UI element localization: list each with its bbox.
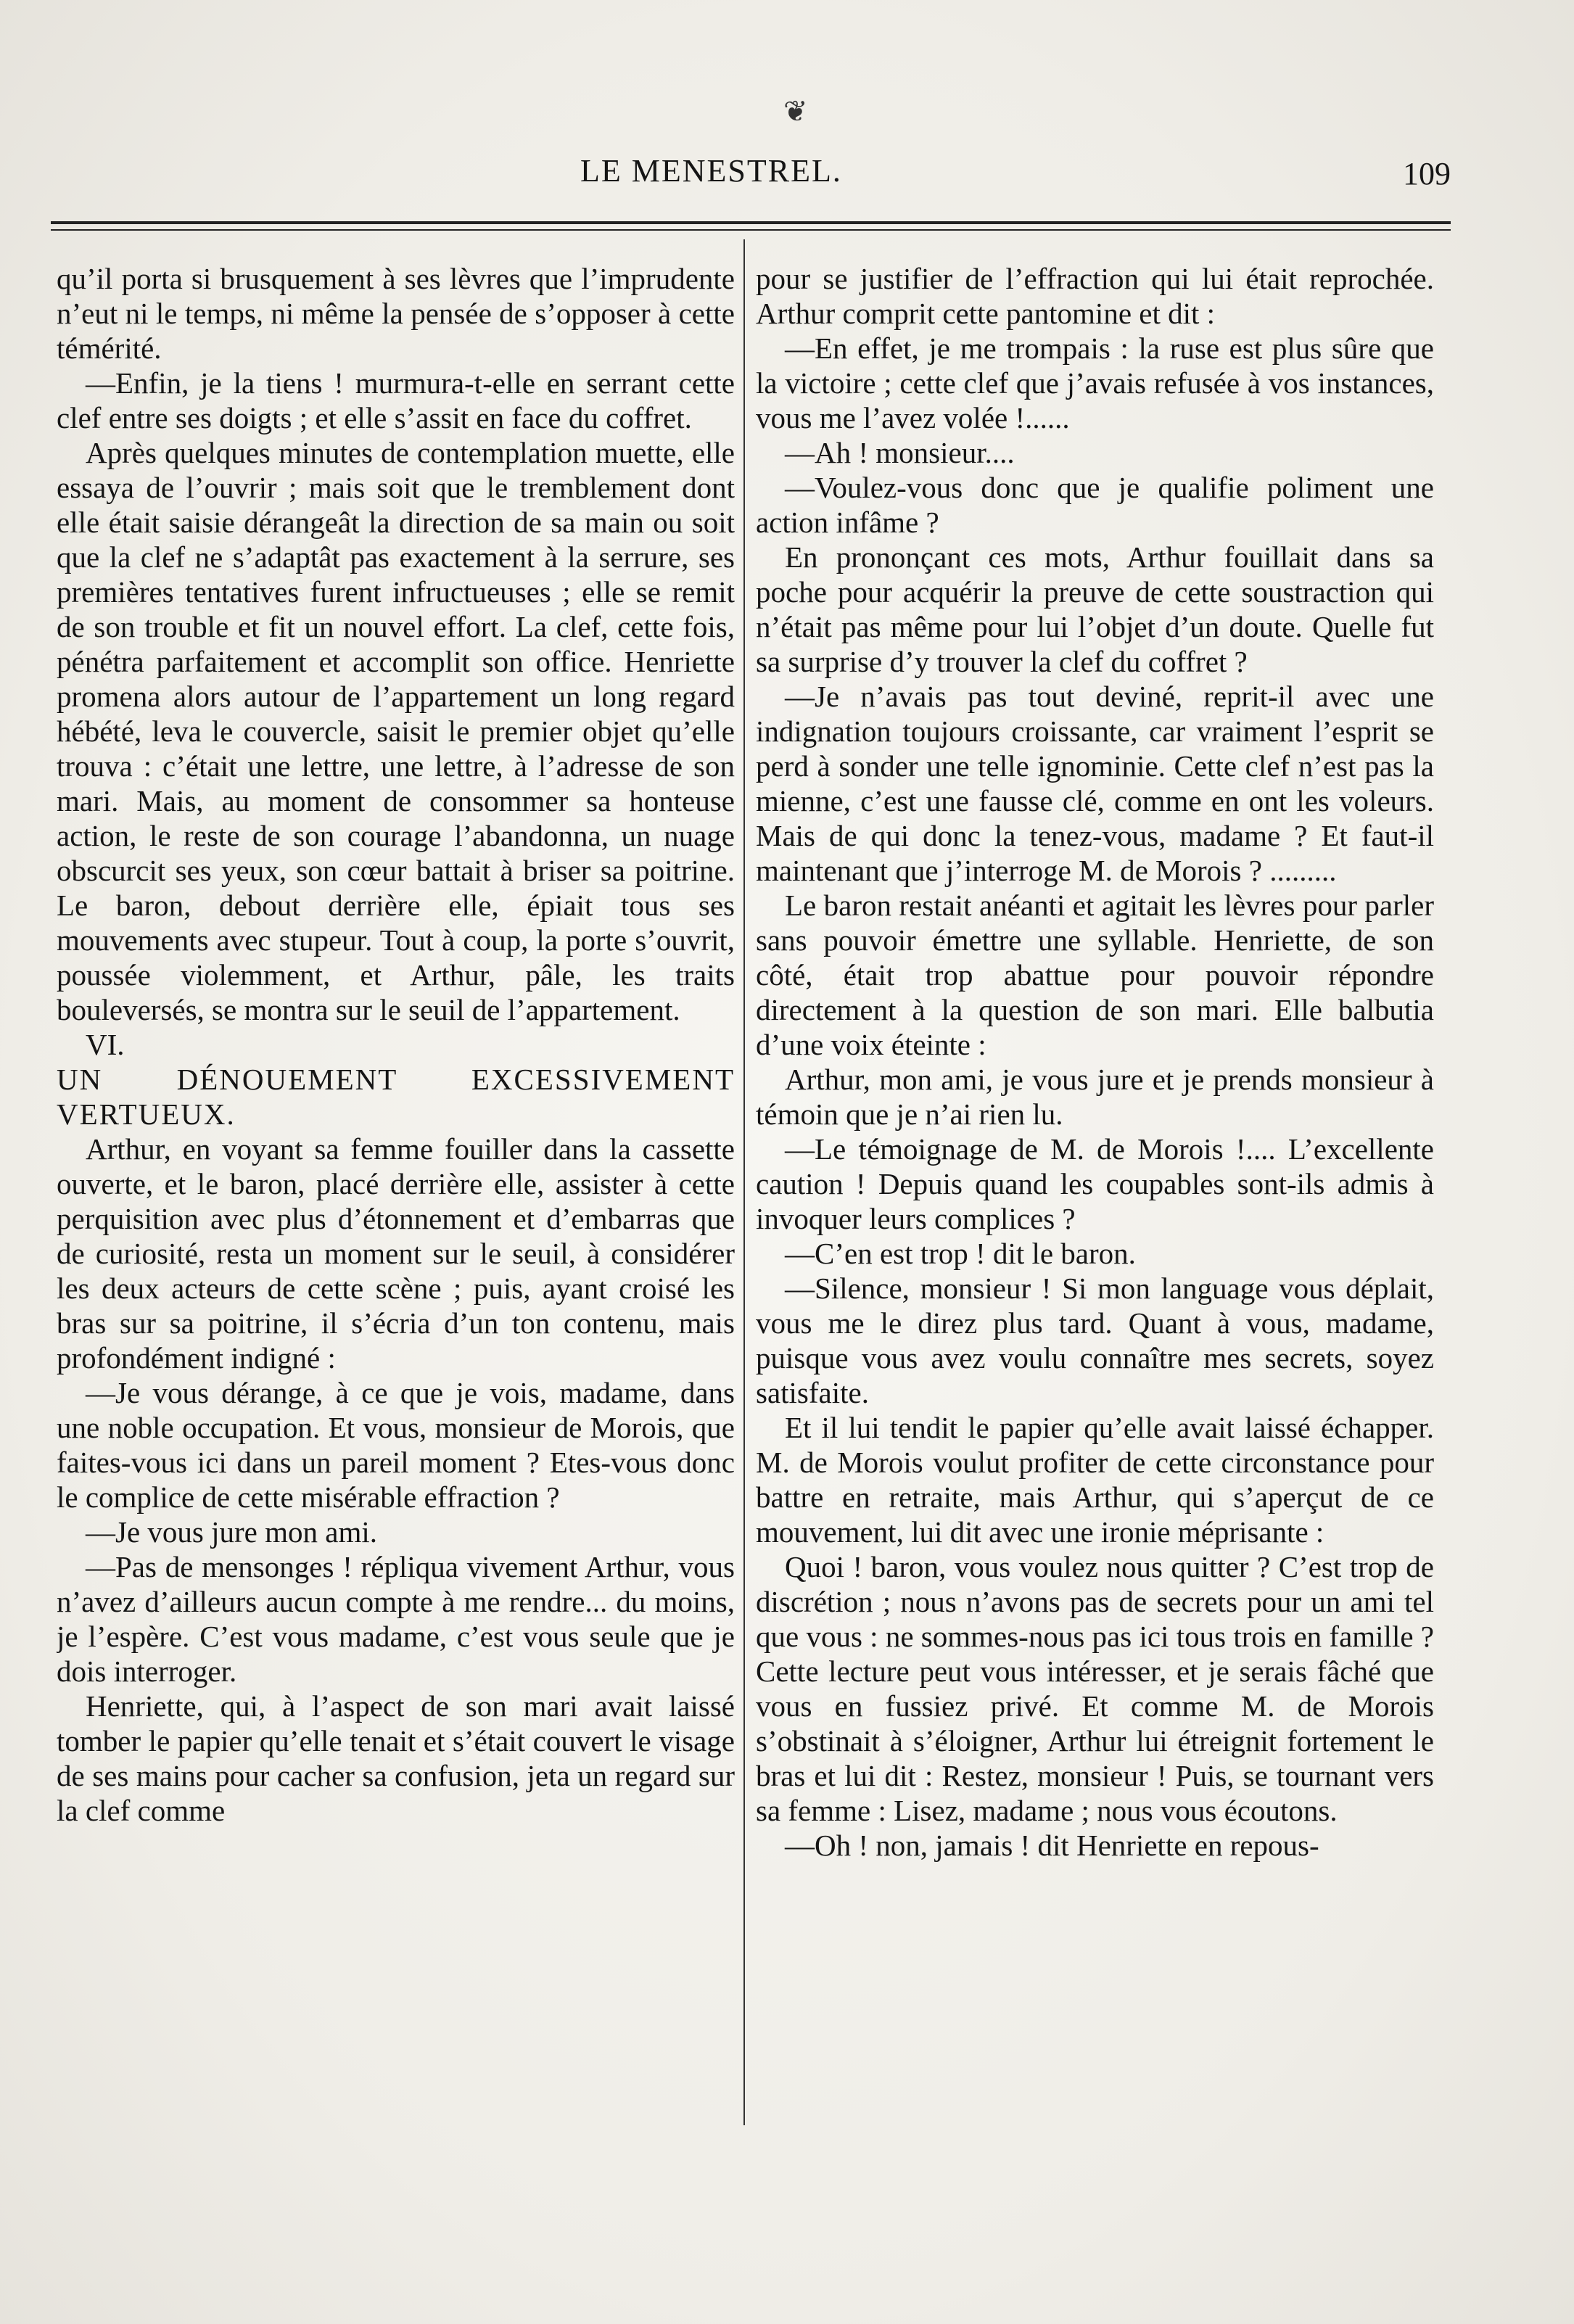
- right-column: [756, 261, 1434, 2103]
- section-number: VI.: [86, 1028, 125, 1061]
- paragraph: —Le témoignage de M. de Morois !.... L’excellente caution ! Depuis quand les coupables sont-ils admis à invoquer leurs complices ?: [756, 1132, 1434, 1235]
- left-column: [57, 261, 735, 2103]
- paragraph: Henriette, qui, à l’aspect de son mari avait laissé tomber le papier qu’elle tenait et s’était couvert le visage de ses mains pour cacher sa confusion, jeta un regard sur la clef comme: [57, 1689, 735, 1827]
- paragraph: —Oh ! non, jamais ! dit Henriette en repous-: [785, 1829, 1319, 1862]
- paragraph: —Voulez-vous donc que je qualifie poliment une action infâme ?: [756, 471, 1434, 539]
- paragraph: En prononçant ces mots, Arthur fouillait dans sa poche pour acquérir la preuve de cette soustraction qui n’était pas même pour lui l’objet d’un doute. Quelle fut sa surprise d’y trouver la clef du coffret ?: [756, 540, 1434, 678]
- paragraph: Et il lui tendit le papier qu’elle avait laissé échapper. M. de Morois voulut profiter de cette circonstance pour battre en retraite, mais Arthur, qui s’aperçut de ce mouvement, lui dit avec une ironie méprisante :: [756, 1411, 1434, 1549]
- page-header: [0, 145, 1574, 196]
- paragraph: —En effet, je me trompais : la ruse est plus sûre que la victoire ; cette clef que j’avais refusée à vos instances, vous me l’avez volée !......: [756, 331, 1434, 434]
- paragraph: —Je n’avais pas tout deviné, reprit-il avec une indignation toujours croissante, car vraiment l’esprit se perd à sonder une telle ignominie. Cette clef n’est pas la mienne, c’est une fausse clé, comme en ont les voleurs. Mais de qui donc la tenez-vous, madame ? Et faut-il maintenant que j’interroge M. de Morois ? .........: [756, 680, 1434, 887]
- journal-title: LE MENESTREL.: [580, 153, 842, 189]
- paragraph: —Je vous jure mon ami.: [86, 1515, 377, 1549]
- header-ornament: ❦: [783, 95, 808, 128]
- paragraph: Le baron restait anéanti et agitait les lèvres pour parler sans pouvoir émettre une syllable. Henriette, de son côté, était trop abattue pour pouvoir répondre directement à la question de son mari. Elle balbutia d’une voix éteinte :: [756, 889, 1434, 1061]
- paragraph: Arthur, en voyant sa femme fouiller dans la cassette ouverte, et le baron, placé derrière elle, assister à cette perquisition avec plus d’étonnement et d’embarras que de curiosité, resta un moment sur le seuil, à considérer les deux acteurs de cette scène ; puis, ayant croisé les bras sur sa poitrine, il s’écria d’un ton contenu, mais profondément indigné :: [57, 1132, 735, 1375]
- header-rule-thick: [51, 221, 1451, 224]
- paragraph: Après quelques minutes de contemplation muette, elle essaya de l’ouvrir ; mais soit que le tremblement dont elle était saisie dérangeât la direction de sa main ou soit que la clef ne s’adaptât pas exactement à la serrure, ses premières tentatives furent infructueuses ; elle se remit de son trouble et fit un nouvel effort. La clef, cette fois, pénétra parfaitement et accomplit son office. Henriette promena alors autour de l’appartement un long regard hébété, leva le couvercle, saisit le premier objet qu’elle trouva : c’était une lettre, une lettre, à l’adresse de son mari. Mais, au moment de consommer sa honteuse action, le reste de son courage l’abandonna, un nuage obscurcit ses yeux, son cœur battait à briser sa poitrine. Le baron, debout derrière elle, épiait tous ses mouvements avec stupeur. Tout à coup, la porte s’ouvrit, poussée violemment, et Arthur, pâle, les traits bouleversés, se montra sur le seuil de l’appartement.: [57, 436, 735, 1026]
- paragraph: —Ah ! monsieur....: [785, 436, 1015, 469]
- paragraph: Quoi ! baron, vous voulez nous quitter ? C’est trop de discrétion ; nous n’avons pas de secrets pour un ami tel que vous : ne sommes-nous pas ici tous trois en famille ? Cette lecture peut vous intéresser, et je serais fâché que vous en fussiez privé. Et comme M. de Morois s’obstinait à s’éloigner, Arthur lui étreignit fortement le bras et lui dit : Restez, monsieur ! Puis, se tournant vers sa femme : Lisez, madame ; nous vous écoutons.: [756, 1550, 1434, 1827]
- header-rule-thin: [51, 229, 1451, 231]
- paragraph: qu’il porta si brusquement à ses lèvres que l’imprudente n’eut ni le temps, ni même la pensée de s’opposer à cette témérité.: [57, 262, 735, 365]
- section-title: UN DÉNOUEMENT EXCESSIVEMENT VERTUEUX.: [57, 1063, 735, 1131]
- page-number: 109: [1403, 156, 1451, 191]
- paragraph: pour se justifier de l’effraction qui lui était reprochée. Arthur comprit cette pantomine et dit :: [756, 262, 1434, 330]
- paragraph: Arthur, mon ami, je vous jure et je prends monsieur à témoin que je n’ai rien lu.: [756, 1063, 1434, 1131]
- paragraph: —Pas de mensonges ! répliqua vivement Arthur, vous n’avez d’ailleurs aucun compte à me rendre... du moins, je l’espère. C’est vous madame, c’est vous seule que je dois interroger.: [57, 1550, 735, 1688]
- paragraph: —Silence, monsieur ! Si mon language vous déplait, vous me le direz plus tard. Quant à vous, madame, puisque vous avez voulu connaître mes secrets, soyez satisfaite.: [756, 1272, 1434, 1409]
- paragraph: —Enfin, je la tiens ! murmura-t-elle en serrant cette clef entre ses doigts ; et elle s’assit en face du coffret.: [57, 366, 735, 434]
- column-divider: [743, 239, 745, 2125]
- paragraph: —C’en est trop ! dit le baron.: [785, 1237, 1136, 1270]
- paragraph: —Je vous dérange, à ce que je vois, madame, dans une noble occupation. Et vous, monsieur de Morois, que faites-vous ici dans un pareil moment ? Etes-vous donc le complice de cette misérable effraction ?: [57, 1376, 735, 1514]
